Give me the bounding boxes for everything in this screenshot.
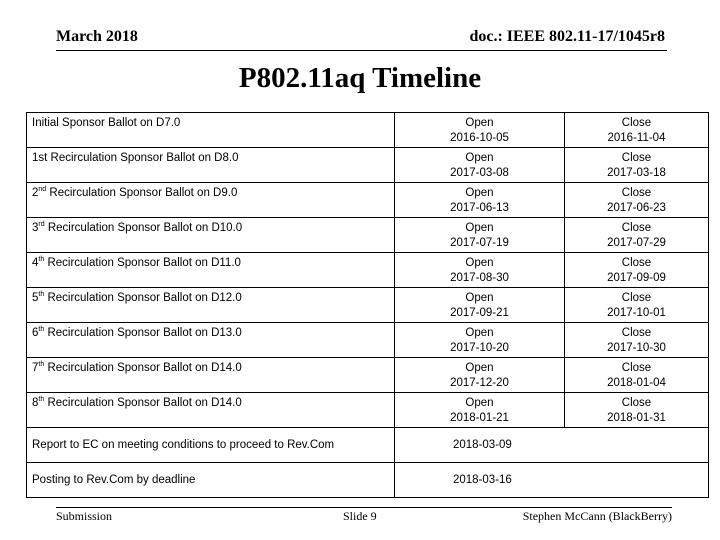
open-date: 2017-06-13 bbox=[450, 202, 509, 214]
close-cell bbox=[565, 253, 709, 288]
footer-author: Stephen McCann (BlackBerry) bbox=[522, 509, 672, 523]
ordinal-suffix: th bbox=[38, 361, 45, 369]
event-text-rest: Recirculation Sponsor Ballot on D11.0 bbox=[44, 257, 241, 269]
event-text: 3 bbox=[32, 222, 39, 234]
close-label: Close bbox=[621, 257, 652, 269]
date-cell: 2018-03-09 bbox=[395, 428, 709, 463]
close-cell bbox=[565, 288, 709, 323]
event-text: 6 bbox=[32, 327, 39, 339]
close-label: Close bbox=[621, 187, 652, 199]
table-row bbox=[27, 288, 709, 323]
close-label: Close bbox=[621, 222, 652, 234]
event-text-rest: Recirculation Sponsor Ballot on D13.0 bbox=[44, 327, 242, 339]
event-cell bbox=[27, 218, 395, 253]
open-date: 2016-10-05 bbox=[450, 132, 509, 144]
close-label: Close bbox=[621, 152, 652, 164]
table-row bbox=[27, 218, 709, 253]
open-cell bbox=[395, 323, 565, 358]
footer-slide-number: Slide 9 bbox=[343, 509, 377, 523]
event-text: 2 bbox=[32, 187, 39, 199]
close-date: 2018-01-04 bbox=[607, 377, 666, 389]
event-cell: Posting to Rev.Com by deadline bbox=[27, 463, 395, 498]
open-cell bbox=[395, 358, 565, 393]
close-cell bbox=[565, 393, 709, 428]
footer-divider bbox=[56, 507, 672, 508]
table-row bbox=[27, 393, 709, 428]
close-cell bbox=[565, 358, 709, 393]
open-date: 2018-01-21 bbox=[450, 412, 509, 424]
close-date: 2017-03-18 bbox=[607, 167, 666, 179]
close-date: 2017-10-01 bbox=[607, 307, 666, 319]
open-date: 2017-08-30 bbox=[450, 272, 509, 284]
close-date: 2018-01-31 bbox=[607, 412, 666, 424]
header-divider bbox=[56, 50, 667, 51]
footer-submission: Submission bbox=[56, 509, 113, 523]
open-cell bbox=[395, 253, 565, 288]
table-row bbox=[27, 253, 709, 288]
ordinal-suffix: th bbox=[38, 256, 45, 264]
event-text: 7 bbox=[32, 362, 39, 374]
open-label: Open bbox=[465, 117, 494, 129]
event-text: 5 bbox=[32, 292, 39, 304]
close-date: 2017-10-30 bbox=[607, 342, 666, 354]
slide-title: P802.11aq Timeline bbox=[238, 62, 482, 94]
open-label: Open bbox=[465, 222, 494, 234]
close-cell bbox=[565, 148, 709, 183]
close-cell bbox=[565, 113, 709, 148]
table-row bbox=[27, 148, 709, 183]
event-cell bbox=[27, 393, 395, 428]
open-date: 2017-12-20 bbox=[450, 377, 509, 389]
date-cell: 2018-03-16 bbox=[395, 463, 709, 498]
table-row bbox=[27, 463, 709, 498]
header-doc-id: doc.: IEEE 802.11-17/1045r8 bbox=[469, 28, 665, 45]
header-date: March 2018 bbox=[56, 28, 138, 45]
table-row bbox=[27, 113, 709, 148]
open-cell bbox=[395, 393, 565, 428]
open-cell bbox=[395, 148, 565, 183]
close-date: 2017-06-23 bbox=[607, 202, 666, 214]
event-cell: Report to EC on meeting conditions to proceed to Rev.Com bbox=[27, 428, 395, 463]
timeline-table bbox=[26, 112, 709, 498]
open-label: Open bbox=[465, 397, 494, 409]
event-cell bbox=[27, 148, 395, 183]
event-cell bbox=[27, 113, 395, 148]
close-date: 2016-11-04 bbox=[607, 132, 666, 144]
ordinal-suffix: th bbox=[38, 291, 45, 299]
ordinal-suffix: th bbox=[38, 396, 45, 404]
open-cell bbox=[395, 113, 565, 148]
event-text: 8 bbox=[32, 397, 39, 409]
event-cell bbox=[27, 253, 395, 288]
open-date: 2017-10-20 bbox=[450, 342, 509, 354]
close-label: Close bbox=[621, 397, 652, 409]
event-text: 1st Recirculation Sponsor Ballot on D8.0 bbox=[32, 152, 239, 164]
close-label: Close bbox=[621, 292, 652, 304]
open-label: Open bbox=[465, 327, 494, 339]
close-cell bbox=[565, 323, 709, 358]
open-label: Open bbox=[465, 187, 494, 199]
table-row bbox=[27, 323, 709, 358]
event-cell bbox=[27, 323, 395, 358]
event-cell bbox=[27, 183, 395, 218]
close-date: 2017-07-29 bbox=[607, 237, 666, 249]
event-text-rest: Recirculation Sponsor Ballot on D10.0 bbox=[44, 222, 243, 234]
open-label: Open bbox=[465, 152, 494, 164]
timeline-table-body bbox=[27, 113, 709, 498]
event-text-rest: Recirculation Sponsor Ballot on D12.0 bbox=[44, 292, 242, 304]
open-date: 2017-03-08 bbox=[450, 167, 509, 179]
open-label: Open bbox=[465, 292, 494, 304]
open-label: Open bbox=[465, 257, 494, 269]
open-date: 2017-07-19 bbox=[450, 237, 509, 249]
event-text-rest: Recirculation Sponsor Ballot on D9.0 bbox=[46, 187, 238, 199]
event-cell bbox=[27, 288, 395, 323]
table-row bbox=[27, 358, 709, 393]
ordinal-suffix: rd bbox=[38, 221, 45, 229]
table-row bbox=[27, 183, 709, 218]
event-text-rest: Recirculation Sponsor Ballot on D14.0 bbox=[44, 397, 242, 409]
ordinal-suffix: th bbox=[38, 326, 45, 334]
event-cell bbox=[27, 358, 395, 393]
open-cell bbox=[395, 183, 565, 218]
close-label: Close bbox=[621, 117, 652, 129]
close-cell bbox=[565, 218, 709, 253]
close-label: Close bbox=[621, 362, 652, 374]
close-label: Close bbox=[621, 327, 652, 339]
ordinal-suffix: nd bbox=[38, 186, 47, 194]
event-text: Initial Sponsor Ballot on D7.0 bbox=[32, 117, 181, 129]
event-text: 4 bbox=[32, 257, 39, 269]
close-cell bbox=[565, 183, 709, 218]
open-date: 2017-09-21 bbox=[450, 307, 509, 319]
open-cell bbox=[395, 288, 565, 323]
open-label: Open bbox=[465, 362, 494, 374]
table-row bbox=[27, 428, 709, 463]
open-cell bbox=[395, 218, 565, 253]
close-date: 2017-09-09 bbox=[607, 272, 666, 284]
event-text-rest: Recirculation Sponsor Ballot on D14.0 bbox=[44, 362, 242, 374]
